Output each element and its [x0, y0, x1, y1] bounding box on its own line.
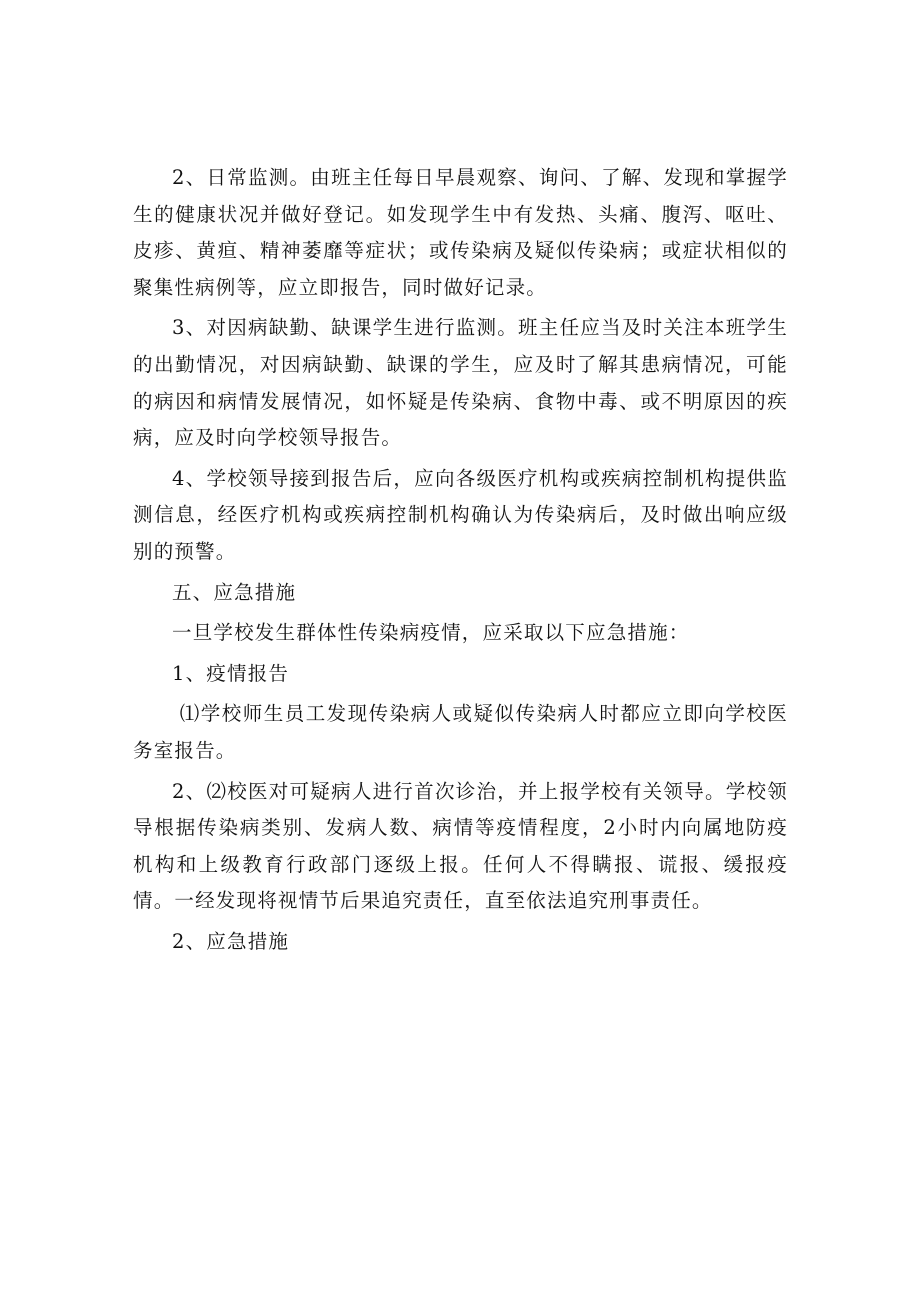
paragraph-leadership-report: 4、学校领导接到报告后，应向各级医疗机构或疾病控制机构提供监测信息，经医疗机构或疾病控制机构确认为传染病后，及时做出响应级别的预警。: [133, 466, 788, 563]
paragraph-absence-monitoring: 3、对因病缺勤、缺课学生进行监测。班主任应当及时关注本班学生的出勤情况，对因病缺勤、缺课的学生，应及时了解其患病情况，可能的病因和病情发展情况，如怀疑是传染病、食物中毒、或不明原因的疾病，应及时向学校领导报告。: [133, 316, 788, 450]
paragraph-report-step-1: ⑴学校师生员工发现传染病人或疑似传染病人时都应立即向学校医务室报告。: [133, 702, 788, 762]
paragraph-emergency-intro: 一旦学校发生群体性传染病疫情，应采取以下应急措施：: [172, 621, 690, 645]
paragraph-daily-monitoring: 2、日常监测。由班主任每日早晨观察、询问、了解、发现和掌握学生的健康状况并做好登记。如发现学生中有发热、头痛、腹泻、呕吐、皮疹、黄疸、精神萎靡等症状；或传染病及疑似传染病；或症状相似的聚集性病例等，应立即报告，同时做好记录。: [133, 166, 788, 299]
subheading-emergency-measures: 2、应急措施: [172, 929, 290, 953]
subheading-epidemic-report: 1、疫情报告: [172, 661, 290, 685]
paragraph-report-step-2: 2、⑵校医对可疑病人进行首次诊治，并上报学校有关领导。学校领导根据传染病类别、发病人数、病情等疫情程度，2小时内向属地防疫机构和上级教育行政部门逐级上报。任何人不得瞒报、谎报、缓报疫情。一经发现将视情节后果追究责任，直至依法追究刑事责任。: [133, 779, 788, 913]
section-heading-emergency-measures: 五、应急措施: [172, 580, 297, 604]
document-body: [133, 160, 788, 964]
